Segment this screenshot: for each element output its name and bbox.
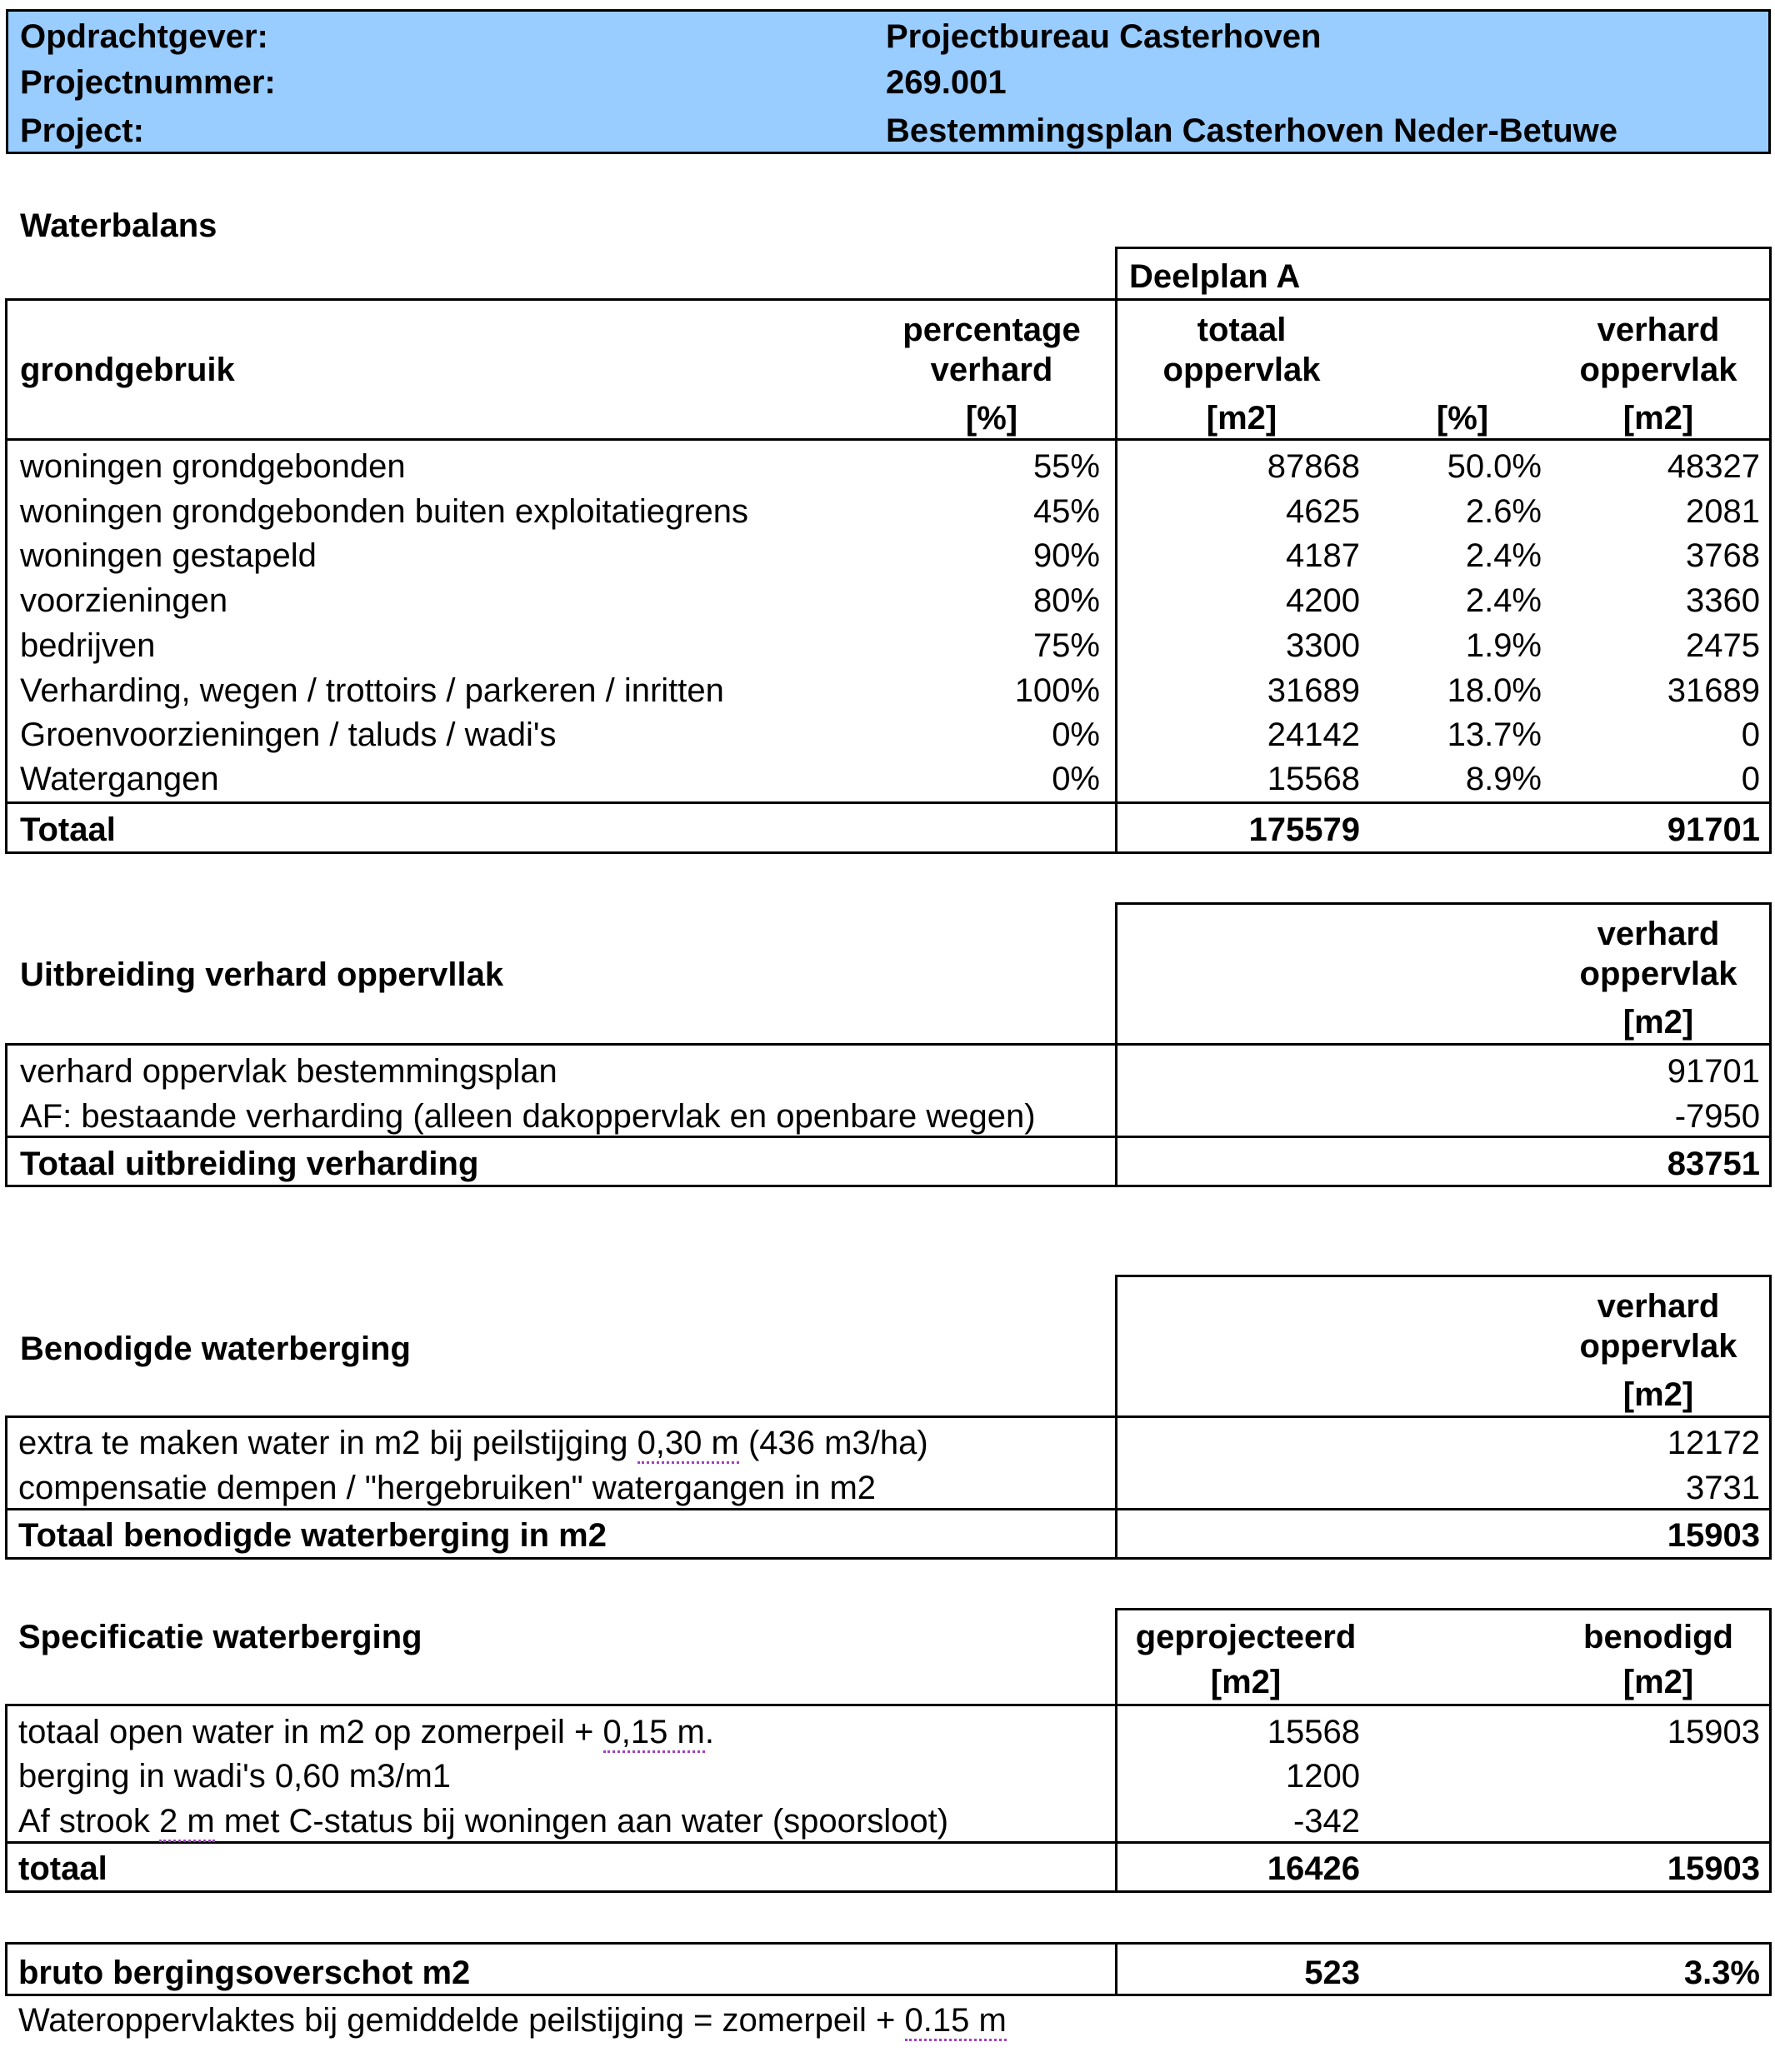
col-totaal-line2: oppervlak (1162, 352, 1321, 388)
specificatie-row2-label: berging in wadi's 0,60 m3/m1 (18, 1758, 452, 1795)
row-pct: 90% (1032, 537, 1100, 574)
row-share: 8.9% (1465, 761, 1542, 797)
header-value-projectnummer: 269.001 (886, 64, 1007, 101)
specificatie-total-ben: 15903 (1667, 1850, 1760, 1887)
specificatie-title: Specificatie waterberging (18, 1619, 422, 1655)
waterbalans-title: Waterbalans (20, 207, 218, 244)
row-paved: 2081 (1686, 493, 1760, 530)
waterbalans-divider (1115, 298, 1118, 854)
row-pct: 100% (1014, 672, 1100, 709)
row-pct: 75% (1032, 627, 1100, 664)
specificatie-total-label: totaal (18, 1850, 108, 1887)
specificatie-row1-proj: 15568 (1267, 1714, 1360, 1750)
col-verhard-line1: verhard (1597, 312, 1720, 348)
benodigde-col-line2: oppervlak (1579, 1328, 1738, 1365)
row-share: 2.6% (1465, 493, 1542, 530)
specificatie-total-proj: 16426 (1267, 1850, 1360, 1887)
row-name: Groenvoorzieningen / taluds / wadi's (20, 716, 557, 753)
row-name: Watergangen (20, 761, 219, 797)
benodigde-total-label: Totaal benodigde waterberging in m2 (18, 1517, 607, 1554)
benodigde-col-line1: verhard (1597, 1288, 1720, 1325)
uitbreiding-total-value: 83751 (1667, 1146, 1760, 1182)
bruto-percentage: 3.3% (1683, 1955, 1760, 1991)
row-total: 31689 (1267, 672, 1360, 709)
row-paved: 48327 (1667, 448, 1760, 485)
benodigde-row2-value: 3731 (1686, 1470, 1760, 1506)
uitbreiding-col-unit: [m2] (1622, 1004, 1694, 1041)
row-share: 2.4% (1465, 537, 1542, 574)
deelplan-label: Deelplan A (1129, 258, 1301, 295)
uitbreiding-title: Uitbreiding verhard oppervllak (20, 956, 504, 993)
waterbalans-total-paved: 91701 (1667, 811, 1760, 848)
row-pct: 0% (1052, 761, 1100, 797)
row-total: 4187 (1286, 537, 1360, 574)
row-share: 1.9% (1465, 627, 1542, 664)
row-pct: 80% (1032, 582, 1100, 619)
waterbalans-total-label: Totaal (20, 811, 116, 848)
specificatie-col-proj: geprojecteerd (1135, 1619, 1357, 1655)
uitbreiding-total-label: Totaal uitbreiding verharding (20, 1146, 479, 1182)
header-label-opdrachtgever: Opdrachtgever: (20, 18, 268, 55)
col-share-unit: [%] (1436, 400, 1489, 437)
specificatie-row3-label: Af strook 2 m met C-status bij woningen aan water (spoorsloot) (18, 1801, 948, 1841)
footnote: Wateroppervlaktes bij gemiddelde peilstijging = zomerpeil + 0.15 m (18, 2000, 1007, 2040)
row-pct: 0% (1052, 716, 1100, 753)
bruto-value: 523 (1304, 1955, 1360, 1991)
row-total: 4625 (1286, 493, 1360, 530)
row-total: 87868 (1267, 448, 1360, 485)
benodigde-row1-label: extra te maken water in m2 bij peilstijging 0,30 m (436 m3/ha) (18, 1423, 928, 1463)
uitbreiding-row2-label: AF: bestaande verharding (alleen dakoppervlak en openbare wegen) (20, 1098, 1036, 1135)
row-share: 50.0% (1447, 448, 1542, 485)
benodigde-col-unit: [m2] (1622, 1376, 1694, 1413)
row-share: 18.0% (1447, 672, 1542, 709)
row-name: voorzieningen (20, 582, 228, 619)
row-total: 3300 (1286, 627, 1360, 664)
benodigde-total-rule (5, 1508, 1772, 1510)
specificatie-row3-proj: -342 (1292, 1803, 1360, 1840)
col-verhard-unit: [m2] (1622, 400, 1694, 437)
waterbalans-header-rule (5, 438, 1772, 441)
specificatie-row1-label: totaal open water in m2 op zomerpeil + 0,15 m. (18, 1712, 714, 1752)
uitbreiding-col-line2: oppervlak (1579, 956, 1738, 992)
specificatie-row2-proj: 1200 (1286, 1758, 1360, 1795)
benodigde-total-value: 15903 (1667, 1517, 1760, 1554)
bruto-label: bruto bergingsoverschot m2 (18, 1955, 471, 1991)
row-paved: 0 (1741, 761, 1760, 797)
uitbreiding-divider (1115, 1043, 1118, 1187)
specificatie-total-rule (5, 1841, 1772, 1844)
benodigde-row1-value: 12172 (1667, 1425, 1760, 1461)
bruto-divider (1115, 1942, 1118, 1996)
waterbalans-total-rule (5, 801, 1772, 804)
row-total: 24142 (1267, 716, 1360, 753)
specificatie-col-ben: benodigd (1583, 1619, 1733, 1655)
row-name: woningen gestapeld (20, 537, 317, 574)
uitbreiding-col-line1: verhard (1597, 916, 1720, 952)
row-paved: 3768 (1686, 537, 1760, 574)
row-pct: 45% (1032, 493, 1100, 530)
row-name: Verharding, wegen / trottoirs / parkeren / inritten (20, 672, 724, 709)
col-percentage-unit: [%] (965, 400, 1018, 437)
specificatie-col-proj-unit: [m2] (1210, 1664, 1282, 1700)
row-paved: 0 (1741, 716, 1760, 753)
uitbreiding-row1-label: verhard oppervlak bestemmingsplan (20, 1053, 558, 1090)
benodigde-row2-label: compensatie dempen / "hergebruiken" watergangen in m2 (18, 1470, 877, 1506)
row-name: woningen grondgebonden (20, 448, 406, 485)
row-paved: 2475 (1686, 627, 1760, 664)
col-verhard-line2: oppervlak (1579, 352, 1738, 388)
benodigde-title: Benodigde waterberging (20, 1331, 411, 1367)
header-value-project: Bestemmingsplan Casterhoven Neder-Betuwe (886, 112, 1618, 149)
row-name: woningen grondgebonden buiten exploitatiegrens (20, 493, 749, 530)
row-total: 4200 (1286, 582, 1360, 619)
waterbalans-total-area: 175579 (1248, 811, 1360, 848)
row-pct: 55% (1032, 448, 1100, 485)
header-label-project: Project: (20, 112, 144, 149)
benodigde-divider (1115, 1415, 1118, 1560)
col-percentage-line1: percentage (902, 312, 1081, 348)
row-share: 2.4% (1465, 582, 1542, 619)
uitbreiding-row1-value: 91701 (1667, 1053, 1760, 1090)
row-name: bedrijven (20, 627, 156, 664)
specificatie-divider (1115, 1704, 1118, 1893)
col-totaal-line1: totaal (1197, 312, 1287, 348)
header-label-projectnummer: Projectnummer: (20, 64, 276, 101)
row-paved: 3360 (1686, 582, 1760, 619)
specificatie-col-ben-unit: [m2] (1622, 1664, 1694, 1700)
col-percentage-line2: verhard (930, 352, 1053, 388)
row-share: 13.7% (1447, 716, 1542, 753)
header-value-opdrachtgever: Projectbureau Casterhoven (886, 18, 1322, 55)
col-totaal-unit: [m2] (1206, 400, 1278, 437)
row-paved: 31689 (1667, 672, 1760, 709)
uitbreiding-row2-value: -7950 (1674, 1098, 1760, 1135)
specificatie-row1-ben: 15903 (1667, 1714, 1760, 1750)
row-total: 15568 (1267, 761, 1360, 797)
col-grondgebruik: grondgebruik (20, 352, 235, 388)
